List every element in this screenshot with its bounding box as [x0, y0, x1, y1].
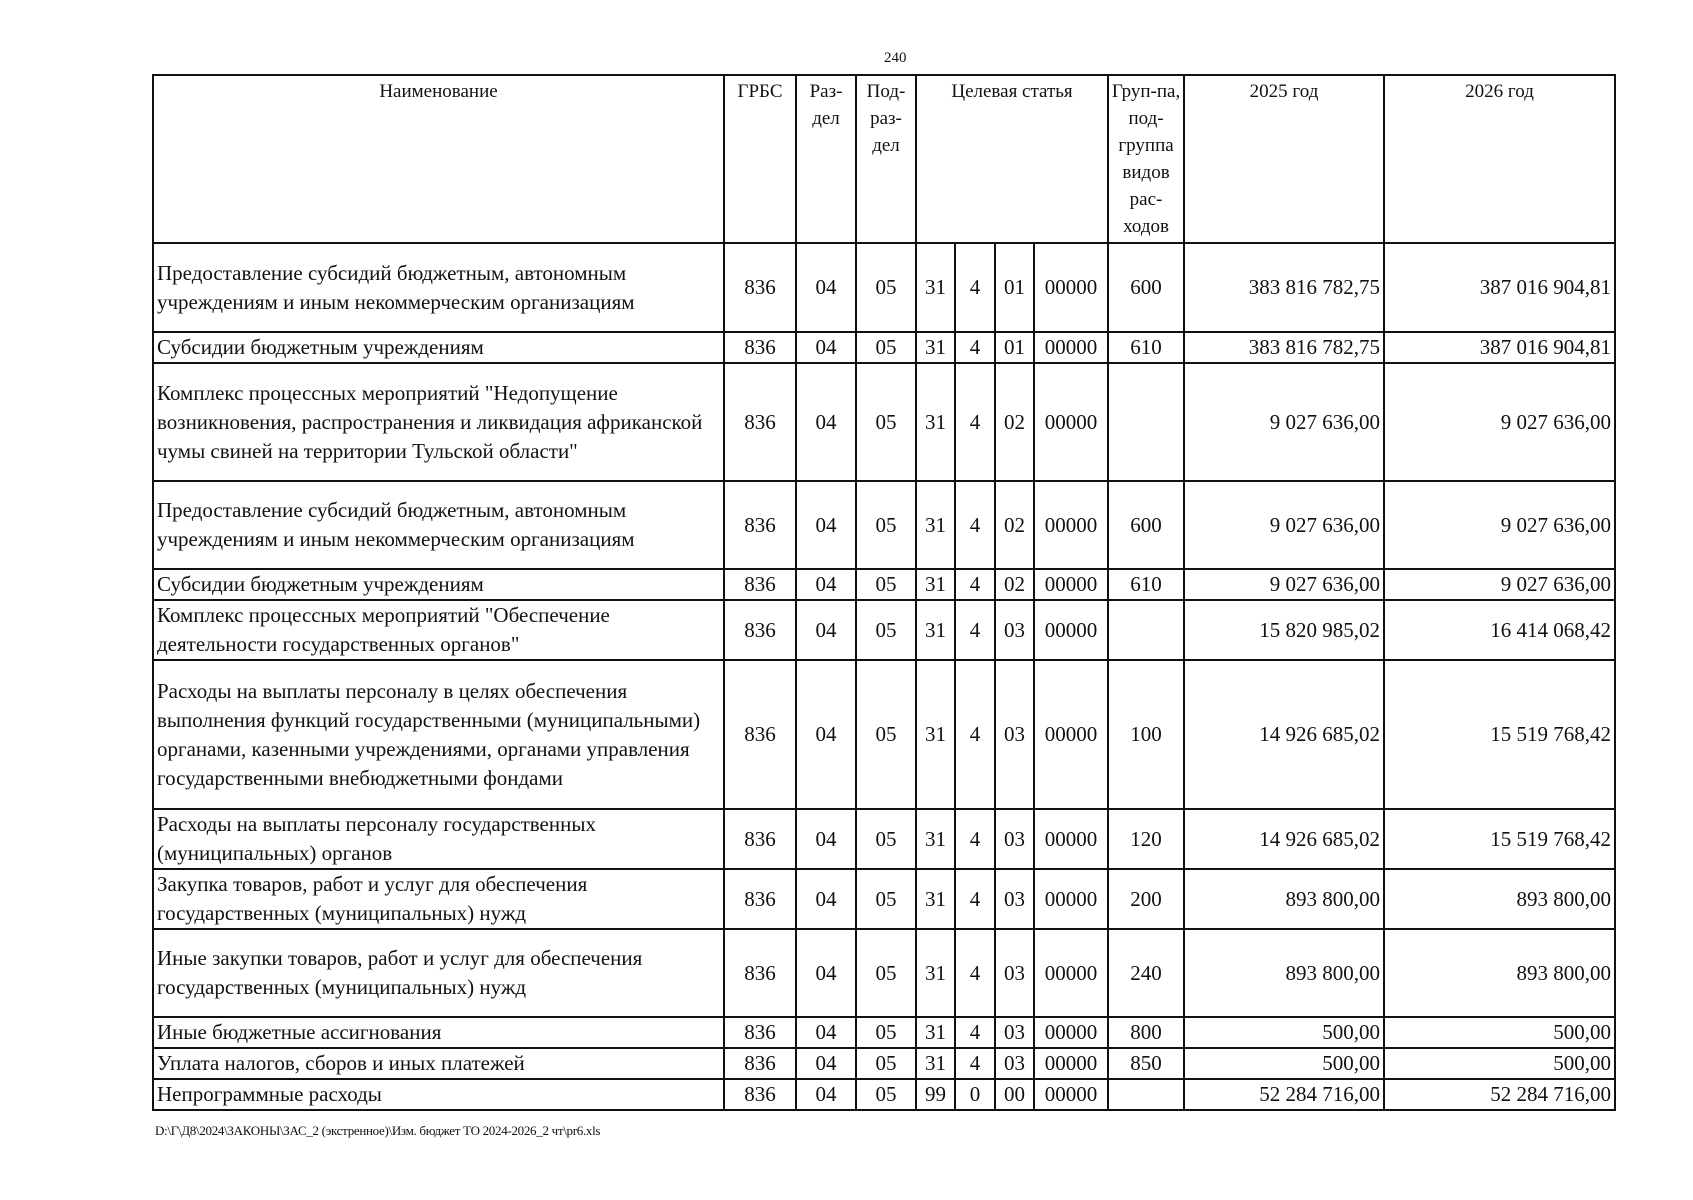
cell-y2026: 15 519 768,42: [1384, 660, 1615, 809]
cell-t4: 00000: [1034, 481, 1108, 569]
cell-t1: 31: [916, 1017, 955, 1048]
header-name: Наименование: [153, 75, 724, 243]
cell-t3: 01: [995, 332, 1034, 363]
cell-vr: 600: [1108, 243, 1184, 332]
cell-vr: 120: [1108, 809, 1184, 869]
table-row: [153, 363, 1615, 481]
cell-t2: 4: [955, 481, 995, 569]
cell-rz: 04: [796, 569, 856, 600]
cell-t1: 31: [916, 869, 955, 929]
cell-vr: 240: [1108, 929, 1184, 1017]
cell-t1: 31: [916, 809, 955, 869]
cell-t2: 4: [955, 569, 995, 600]
header-2025: 2025 год: [1184, 75, 1384, 243]
cell-grbs: 836: [724, 1079, 796, 1110]
cell-y2025: 9 027 636,00: [1184, 481, 1384, 569]
cell-t1: 31: [916, 569, 955, 600]
header-group: Груп-па, под-группа видов рас-ходов: [1108, 75, 1184, 243]
cell-y2026: 387 016 904,81: [1384, 243, 1615, 332]
cell-y2026: 16 414 068,42: [1384, 600, 1615, 660]
cell-t2: 4: [955, 929, 995, 1017]
cell-y2026: 9 027 636,00: [1384, 569, 1615, 600]
cell-prz: 05: [856, 569, 916, 600]
cell-grbs: 836: [724, 929, 796, 1017]
cell-t4: 00000: [1034, 332, 1108, 363]
cell-rz: 04: [796, 1017, 856, 1048]
cell-grbs: 836: [724, 660, 796, 809]
cell-rz: 04: [796, 869, 856, 929]
cell-y2025: 14 926 685,02: [1184, 660, 1384, 809]
cell-grbs: 836: [724, 600, 796, 660]
cell-t1: 31: [916, 1048, 955, 1079]
cell-t2: 4: [955, 1048, 995, 1079]
cell-y2025: 500,00: [1184, 1017, 1384, 1048]
cell-t4: 00000: [1034, 363, 1108, 481]
cell-vr: 800: [1108, 1017, 1184, 1048]
cell-t4: 00000: [1034, 600, 1108, 660]
cell-prz: 05: [856, 1079, 916, 1110]
cell-y2025: 893 800,00: [1184, 869, 1384, 929]
footer-file-path: D:\Г\Д8\2024\ЗАКОНЫ\ЗАС_2 (экстренное)\Изм. бюджет ТО 2024-2026_2 чт\pr6.xls: [155, 1123, 601, 1138]
cell-rz: 04: [796, 600, 856, 660]
table-row: [153, 929, 1615, 1017]
cell-y2026: 52 284 716,00: [1384, 1079, 1615, 1110]
cell-t3: 03: [995, 869, 1034, 929]
cell-t1: 31: [916, 332, 955, 363]
cell-name: Субсидии бюджетным учреждениям: [153, 569, 724, 600]
cell-grbs: 836: [724, 481, 796, 569]
cell-rz: 04: [796, 363, 856, 481]
cell-vr: 600: [1108, 481, 1184, 569]
cell-prz: 05: [856, 929, 916, 1017]
cell-t3: 02: [995, 569, 1034, 600]
cell-vr: [1108, 363, 1184, 481]
cell-grbs: 836: [724, 1048, 796, 1079]
cell-t4: 00000: [1034, 569, 1108, 600]
cell-grbs: 836: [724, 1017, 796, 1048]
cell-vr: [1108, 600, 1184, 660]
cell-prz: 05: [856, 1048, 916, 1079]
cell-t4: 00000: [1034, 243, 1108, 332]
cell-t3: 03: [995, 1017, 1034, 1048]
header-row: [153, 75, 1615, 243]
cell-t4: 00000: [1034, 809, 1108, 869]
cell-y2025: 893 800,00: [1184, 929, 1384, 1017]
cell-y2025: 9 027 636,00: [1184, 363, 1384, 481]
cell-t2: 4: [955, 1017, 995, 1048]
cell-t1: 31: [916, 929, 955, 1017]
cell-y2026: 9 027 636,00: [1384, 481, 1615, 569]
cell-rz: 04: [796, 1079, 856, 1110]
cell-t3: 01: [995, 243, 1034, 332]
cell-vr: 200: [1108, 869, 1184, 929]
cell-y2026: 387 016 904,81: [1384, 332, 1615, 363]
cell-name: Субсидии бюджетным учреждениям: [153, 332, 724, 363]
cell-grbs: 836: [724, 809, 796, 869]
cell-name: Непрограммные расходы: [153, 1079, 724, 1110]
cell-vr: 610: [1108, 569, 1184, 600]
cell-t4: 00000: [1034, 929, 1108, 1017]
table-row: [153, 660, 1615, 809]
header-2026: 2026 год: [1384, 75, 1615, 243]
cell-t2: 4: [955, 660, 995, 809]
cell-prz: 05: [856, 660, 916, 809]
cell-prz: 05: [856, 332, 916, 363]
cell-rz: 04: [796, 809, 856, 869]
cell-t2: 4: [955, 363, 995, 481]
cell-t3: 03: [995, 660, 1034, 809]
cell-rz: 04: [796, 660, 856, 809]
table-row: [153, 1079, 1615, 1110]
cell-y2026: 893 800,00: [1384, 929, 1615, 1017]
cell-prz: 05: [856, 243, 916, 332]
cell-name: Закупка товаров, работ и услуг для обеспечения государственных (муниципальных) нужд: [153, 869, 724, 929]
cell-prz: 05: [856, 1017, 916, 1048]
cell-t3: 03: [995, 809, 1034, 869]
cell-prz: 05: [856, 363, 916, 481]
cell-t3: 03: [995, 1048, 1034, 1079]
cell-name: Иные закупки товаров, работ и услуг для обеспечения государственных (муниципальных) нужд: [153, 929, 724, 1017]
cell-vr: [1108, 1079, 1184, 1110]
cell-t3: 02: [995, 481, 1034, 569]
table-row: [153, 569, 1615, 600]
cell-t1: 99: [916, 1079, 955, 1110]
budget-table: [152, 74, 1616, 1111]
cell-t3: 02: [995, 363, 1034, 481]
cell-t2: 4: [955, 600, 995, 660]
cell-t1: 31: [916, 363, 955, 481]
cell-vr: 850: [1108, 1048, 1184, 1079]
table-row: [153, 243, 1615, 332]
cell-name: Предоставление субсидий бюджетным, автономным учреждениям и иным некоммерческим организациям: [153, 481, 724, 569]
cell-t4: 00000: [1034, 1017, 1108, 1048]
page-number: 240: [884, 50, 907, 66]
cell-rz: 04: [796, 1048, 856, 1079]
table-row: [153, 809, 1615, 869]
header-podrazdel: Под-раз-дел: [856, 75, 916, 243]
cell-grbs: 836: [724, 363, 796, 481]
cell-rz: 04: [796, 243, 856, 332]
cell-t1: 31: [916, 481, 955, 569]
cell-t1: 31: [916, 600, 955, 660]
cell-t1: 31: [916, 243, 955, 332]
cell-name: Расходы на выплаты персоналу государственных (муниципальных) органов: [153, 809, 724, 869]
cell-y2025: 52 284 716,00: [1184, 1079, 1384, 1110]
cell-name: Предоставление субсидий бюджетным, автономным учреждениям и иным некоммерческим организациям: [153, 243, 724, 332]
cell-t4: 00000: [1034, 869, 1108, 929]
cell-t2: 4: [955, 332, 995, 363]
cell-y2025: 15 820 985,02: [1184, 600, 1384, 660]
cell-t2: 0: [955, 1079, 995, 1110]
cell-t2: 4: [955, 243, 995, 332]
table-row: [153, 481, 1615, 569]
cell-y2026: 15 519 768,42: [1384, 809, 1615, 869]
cell-name: Уплата налогов, сборов и иных платежей: [153, 1048, 724, 1079]
cell-prz: 05: [856, 481, 916, 569]
header-target: Целевая статья: [916, 75, 1108, 243]
cell-t2: 4: [955, 809, 995, 869]
cell-rz: 04: [796, 481, 856, 569]
cell-prz: 05: [856, 600, 916, 660]
cell-t4: 00000: [1034, 660, 1108, 809]
table-row: [153, 1017, 1615, 1048]
header-grbs: ГРБС: [724, 75, 796, 243]
cell-t2: 4: [955, 869, 995, 929]
cell-vr: 100: [1108, 660, 1184, 809]
cell-y2026: 500,00: [1384, 1017, 1615, 1048]
cell-y2026: 9 027 636,00: [1384, 363, 1615, 481]
cell-y2026: 893 800,00: [1384, 869, 1615, 929]
cell-t3: 03: [995, 929, 1034, 1017]
table-row: [153, 600, 1615, 660]
cell-y2025: 14 926 685,02: [1184, 809, 1384, 869]
cell-grbs: 836: [724, 332, 796, 363]
cell-name: Расходы на выплаты персоналу в целях обеспечения выполнения функций государственными (муниципальными) органами, казенными учреждениями, органами управления государственными внебюджетными фондами: [153, 660, 724, 809]
cell-grbs: 836: [724, 243, 796, 332]
cell-prz: 05: [856, 809, 916, 869]
cell-t4: 00000: [1034, 1048, 1108, 1079]
cell-y2025: 9 027 636,00: [1184, 569, 1384, 600]
cell-name: Комплекс процессных мероприятий "Обеспечение деятельности государственных органов": [153, 600, 724, 660]
cell-name: Комплекс процессных мероприятий "Недопущение возникновения, распространения и ликвидация африканской чумы свиней на территории Тульской области": [153, 363, 724, 481]
cell-rz: 04: [796, 332, 856, 363]
cell-t1: 31: [916, 660, 955, 809]
header-razdel: Раз-дел: [796, 75, 856, 243]
cell-prz: 05: [856, 869, 916, 929]
cell-y2025: 500,00: [1184, 1048, 1384, 1079]
table-row: [153, 869, 1615, 929]
table-row: [153, 332, 1615, 363]
cell-t3: 03: [995, 600, 1034, 660]
cell-t4: 00000: [1034, 1079, 1108, 1110]
cell-y2025: 383 816 782,75: [1184, 243, 1384, 332]
cell-grbs: 836: [724, 569, 796, 600]
cell-grbs: 836: [724, 869, 796, 929]
cell-rz: 04: [796, 929, 856, 1017]
cell-y2025: 383 816 782,75: [1184, 332, 1384, 363]
cell-name: Иные бюджетные ассигнования: [153, 1017, 724, 1048]
table-row: [153, 1048, 1615, 1079]
cell-y2026: 500,00: [1384, 1048, 1615, 1079]
cell-t3: 00: [995, 1079, 1034, 1110]
cell-vr: 610: [1108, 332, 1184, 363]
